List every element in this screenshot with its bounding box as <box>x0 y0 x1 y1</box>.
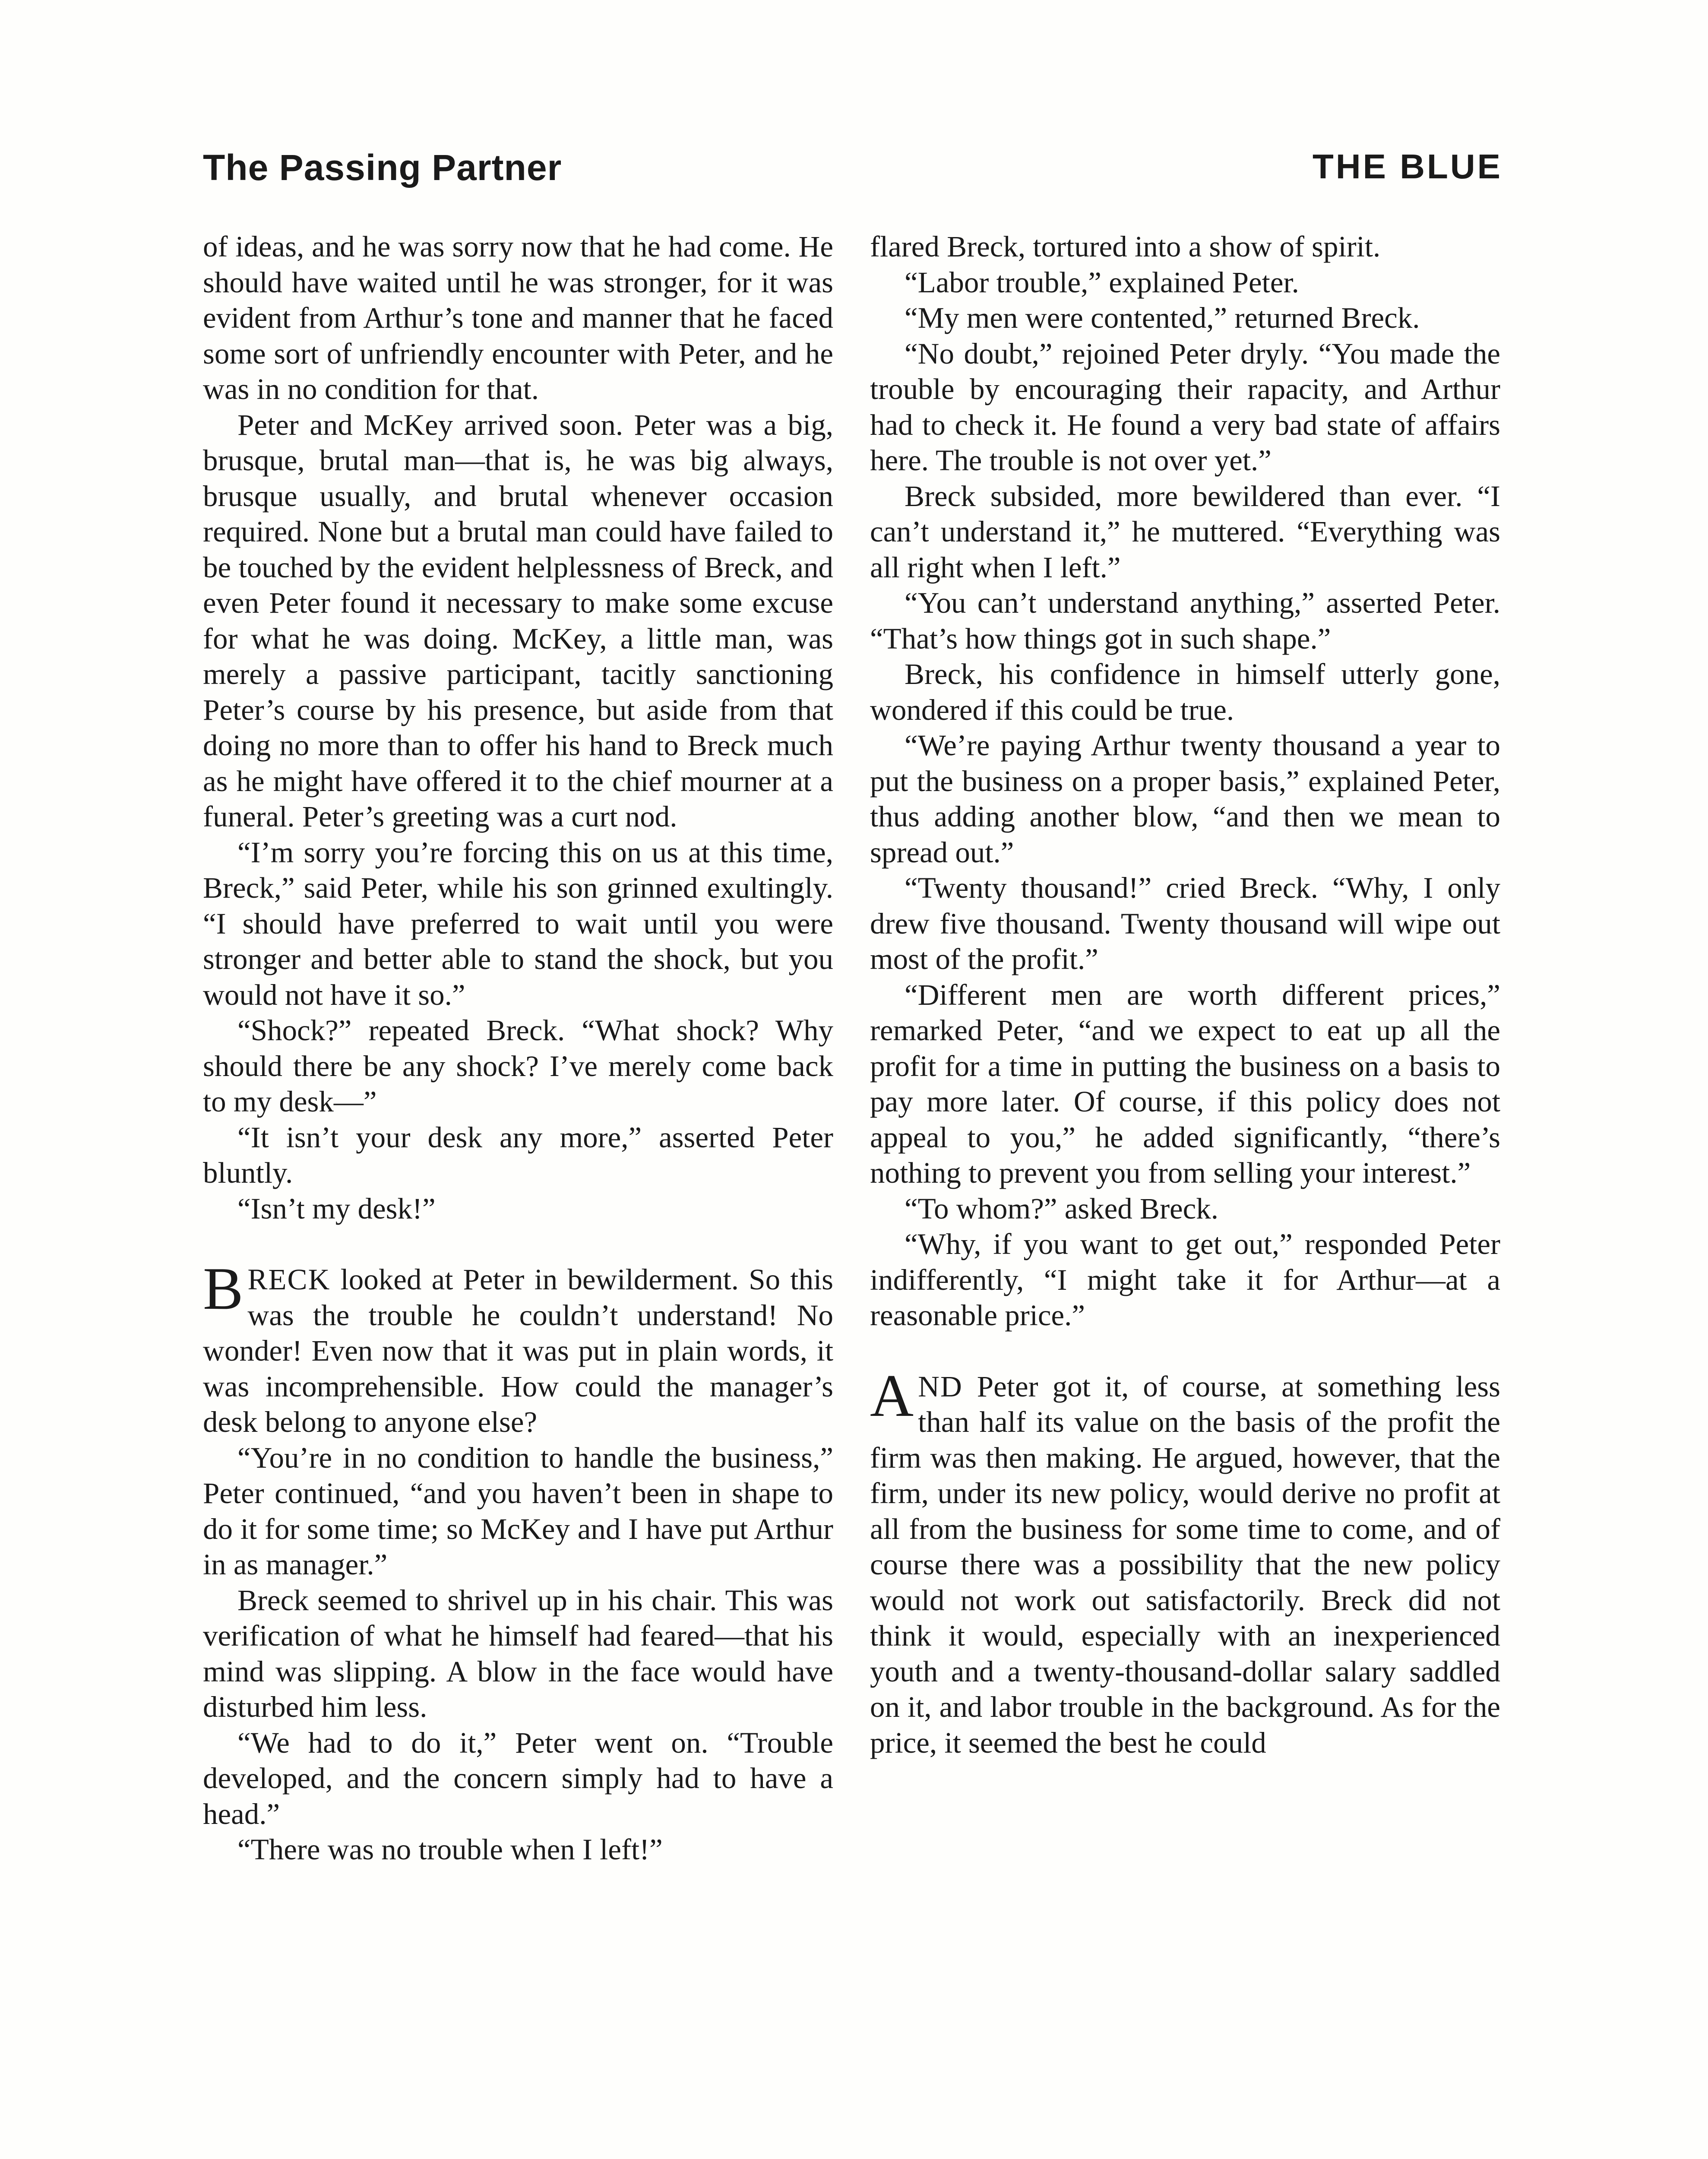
paragraph-text: Peter got it, of course, at something less than half its value on the basis of the profit the firm was then making. He argued, however, that the firm, under its new policy, would derive no profit at all from the business for some time to come, and of course there was a possibility that the new policy would not work out satisfactorily. Breck did not think it would, especially with an inexperienced youth and a twenty-thousand-dollar salary saddled on it, and labor trouble in the background. As for the price, it seemed the best he could <box>870 1370 1500 1759</box>
paragraph: “Twenty thousand!” cried Breck. “Why, I only drew five thousand. Twenty thousand will wipe out most of the profit.” <box>870 871 1500 975</box>
paragraph-text: looked at Peter in bewilderment. So this was the trouble he couldn’t understand! No wonder! Even now that it was put in plain words, it was incomprehensible. How could the manager’s desk belong to anyone else? <box>203 1263 833 1438</box>
drop-cap: B <box>203 1255 244 1322</box>
paragraph: “I’m sorry you’re forcing this on us at this time, Breck,” said Peter, while his son grinned exultingly. “I should have preferred to wait until you were stronger and better able to stand the shock, but you would not have it so.” <box>203 836 833 1011</box>
story-title: The Passing Partner <box>203 147 562 188</box>
paragraph: “My men were contented,” returned Breck. <box>905 301 1420 334</box>
drop-cap: A <box>870 1362 914 1429</box>
paragraph: Breck subsided, more bewildered than ever. “I can’t understand it,” he muttered. “Everything was all right when I left.” <box>870 479 1500 584</box>
section-opening-paragraph <box>870 1362 1500 1761</box>
paragraph: “There was no trouble when I left!” <box>237 1833 663 1866</box>
small-caps-lead: RECK <box>247 1263 331 1296</box>
paragraph: “Labor trouble,” explained Peter. <box>905 266 1299 299</box>
paragraph: “It isn’t your desk any more,” asserted Peter bluntly. <box>203 1121 833 1189</box>
paragraph: “Why, if you want to get out,” responded Peter indifferently, “I might take it for Arthur—at a reasonable price.” <box>870 1228 1500 1332</box>
paragraph: “We had to do it,” Peter went on. “Trouble developed, and the concern simply had to have a head.” <box>203 1726 833 1830</box>
paragraph: Breck, his confidence in himself utterly gone, wondered if this could be true. <box>870 658 1500 726</box>
paragraph: Peter and McKey arrived soon. Peter was a big, brusque, brutal man—that is, he was big always, brusque usually, and brutal whenever occasion required. None but a brutal man could have failed to be touched by the evident helplessness of Breck, and even Peter found it necessary to make some excuse for what he was doing. McKey, a little man, was merely a passive participant, tacitly sanctioning Peter’s course by his presence, but aside from that doing no more than to offer his hand to Breck much as he might have offered it to the chief mourner at a funeral. Peter’s greeting was a curt nod. <box>203 408 833 833</box>
section-opening-paragraph <box>203 1255 833 1440</box>
paragraph: flared Breck, tortured into a show of spirit. <box>870 230 1381 263</box>
magazine-name: THE BLUE <box>1313 147 1502 186</box>
paragraph: “You can’t understand anything,” asserted Peter. “That’s how things got in such shape.” <box>870 586 1500 655</box>
paragraph: “Shock?” repeated Breck. “What shock? Why should there be any shock? I’ve merely come back to my desk—” <box>203 1014 833 1118</box>
paragraph: “To whom?” asked Breck. <box>905 1192 1219 1225</box>
small-caps-lead: ND <box>918 1370 963 1403</box>
paragraph: “No doubt,” rejoined Peter dryly. “You made the trouble by encouraging their rapacity, and Arthur had to check it. He found a very bad state of affairs here. The trouble is not over yet.” <box>870 337 1500 477</box>
paragraph: “Different men are worth different prices,” remarked Peter, “and we expect to eat up all the profit for a time in putting the business on a basis to pay more later. Of course, if this policy does not appeal to you,” he added significantly, “there’s nothing to prevent you from selling your interest.” <box>870 978 1500 1189</box>
paragraph: of ideas, and he was sorry now that he had come. He should have waited until he was stronger, for it was evident from Arthur’s tone and manner that he faced some sort of unfriendly encounter with Peter, and he was in no condition for that. <box>203 230 833 405</box>
left-column <box>203 229 833 2159</box>
paragraph: “Isn’t my desk!” <box>237 1192 436 1225</box>
paragraph: “You’re in no condition to handle the business,” Peter continued, “and you haven’t been in shape to do it for some time; so McKey and I have put Arthur in as manager.” <box>203 1441 833 1581</box>
right-column <box>870 229 1500 2159</box>
paragraph: “We’re paying Arthur twenty thousand a year to put the business on a proper basis,” explained Peter, thus adding another blow, “and then we mean to spread out.” <box>870 729 1500 869</box>
paragraph: Breck seemed to shrivel up in his chair. This was verification of what he himself had feared—that his mind was slipping. A blow in the face would have disturbed him less. <box>203 1583 833 1723</box>
running-head <box>203 147 1502 199</box>
